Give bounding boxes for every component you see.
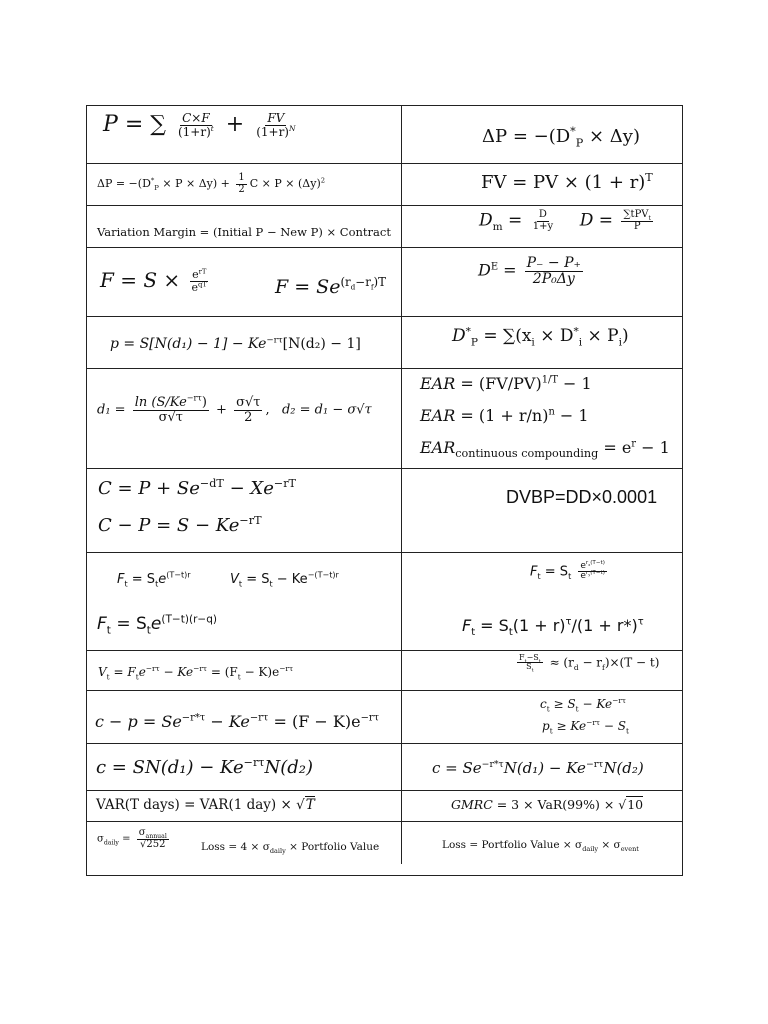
forward-price-currency-formula: $F = Se^{(r_d-r_f)T}$ <box>275 274 386 298</box>
dvbp-formula: DVBP=DD×0.0001 <box>506 487 658 507</box>
loss-formula: Loss = $4 \times \sigma_{daily}$ × Portfolio Value <box>201 841 380 856</box>
row-divider <box>86 821 683 822</box>
call-lower-bound-formula: $c_t \ge S_t - Ke^{-r\tau}$ <box>540 696 626 714</box>
put-call-parity-formula: $C - P = S - Ke^{-rT}$ <box>98 514 262 536</box>
row-divider <box>86 368 683 369</box>
forward-price-formula: $F_t = S_te^{(T-t)r}$ <box>117 570 191 589</box>
interest-parity-formula: $F_t = S_t(1 + r)^\tau/(1 + r*)^\tau$ <box>462 616 644 639</box>
put-lower-bound-formula: $p_t \ge Ke^{-r\tau} - S_t$ <box>542 718 629 736</box>
black-scholes-call-formula: $c = SN(d_1) - Ke^{-r\tau}N(d_2)$ <box>96 756 314 778</box>
currency-forward-formula: $F_t = S_t$ $\frac{e^{r_x(T-t)}}{e^{r_y(T-t)}}$ <box>530 560 605 582</box>
row-divider <box>86 690 683 691</box>
row-divider <box>86 247 683 248</box>
event-loss-formula: Loss = Portfolio Value × $\sigma_{daily} \times \sigma_{event}$ <box>442 839 639 854</box>
ear-continuous-formula: $EAR_{continuous compounding} = e^r - 1$ <box>420 438 670 461</box>
daily-volatility-formula: $\sigma_{daily}$ = $\frac{\sigma_{annual}}{√252}$ <box>97 827 167 850</box>
d1-d2-formula: d₁ = $\frac{\ln (S/Ke^{-r\tau})}{\sigma√\tau}$ + $\frac{\sigma√\tau}{2}$ , d₂ = d₁ − σ√τ <box>97 393 372 425</box>
portfolio-duration-formula: $D^*_P = \sum(x_i \times D^*_i \times P_i)$ <box>452 325 629 349</box>
row-divider <box>86 163 683 164</box>
row-divider <box>86 316 683 317</box>
row-divider <box>86 743 683 744</box>
future-value-formula: FV = PV × $(1 + r)^T$ <box>481 171 653 193</box>
put-call-parity-dividend-formula: $C = P + Se^{-dT} - Xe^{-rT}$ <box>98 477 296 499</box>
row-divider <box>86 790 683 791</box>
gmrc-formula: GMRC = 3 × VaR(99%) × √10 <box>451 797 644 812</box>
modified-duration-formula: $D_m$ = $\frac{D}{1+y}$ D = $\frac{\sum tPV_t}{P}$ <box>479 209 652 233</box>
forward-price-dividend-formula: F = S × $\frac{e^{rT}}{e^{qT}}$ <box>100 267 207 294</box>
forward-price-yield-formula: $F_t = S_te^{(T-t)(r-q)}$ <box>97 613 218 637</box>
forward-contract-value-formula: $V_t = F_te^{-r\tau} - Ke^{-r\tau} = (F_t - K)e^{-r\tau}$ <box>98 664 294 682</box>
var-scaling-formula: VAR(T days) = VAR(1 day) × √T <box>96 797 315 813</box>
effective-duration-formula: $D^E$ = $\frac{P_- - P_+}{\text{2P₀Δy}}$ <box>478 255 581 287</box>
ear-annual-formula: EAR = $(FV/PV)^{1/T} - 1$ <box>420 374 592 393</box>
garman-kohlhagen-call-formula: $c = Se^{-r*\tau}N(d_1) - Ke^{-r\tau}N(d_2)$ <box>432 759 644 777</box>
variation-margin-formula: Variation Margin = (Initial P − New P) × Contract <box>97 225 391 239</box>
price-change-convexity-formula: $\Delta P = -(D^*_P \times P \times \Delta y)$ + $\frac{1}{2}$ $C \times P \times (\Delta y)^2$ <box>97 172 326 195</box>
row-divider <box>86 650 683 651</box>
price-change-duration-formula: $\Delta P = -(D^*_P \times \Delta y)$ <box>482 125 640 150</box>
bond-price-formula: P = ∑ $\frac{C\times F}{(1+r)^t}$ + $\frac{FV}{(1+r)^N}$ <box>103 111 296 139</box>
row-divider <box>86 468 683 469</box>
put-price-formula: $p = S[N(d_1) - 1] - Ke^{-r\tau}[N(d_2) - 1]$ <box>110 335 361 352</box>
forward-value-formula: $V_t = S_t - Ke^{-(T-t)r}$ <box>230 570 339 589</box>
column-divider <box>401 105 402 864</box>
ear-compounding-formula: EAR = $(1 + r/n)^n - 1$ <box>420 406 589 425</box>
put-call-parity-forward-formula: $c - p = Se^{-r*\tau} - Ke^{-r\tau} = (F - K)e^{-r\tau}$ <box>95 712 380 731</box>
row-divider <box>86 552 683 553</box>
row-divider <box>86 205 683 206</box>
forward-premium-formula: $\frac{F_t-S_t}{S_t}$ ≈ $(r_d - r_f)\times(T - t)$ <box>519 653 660 674</box>
